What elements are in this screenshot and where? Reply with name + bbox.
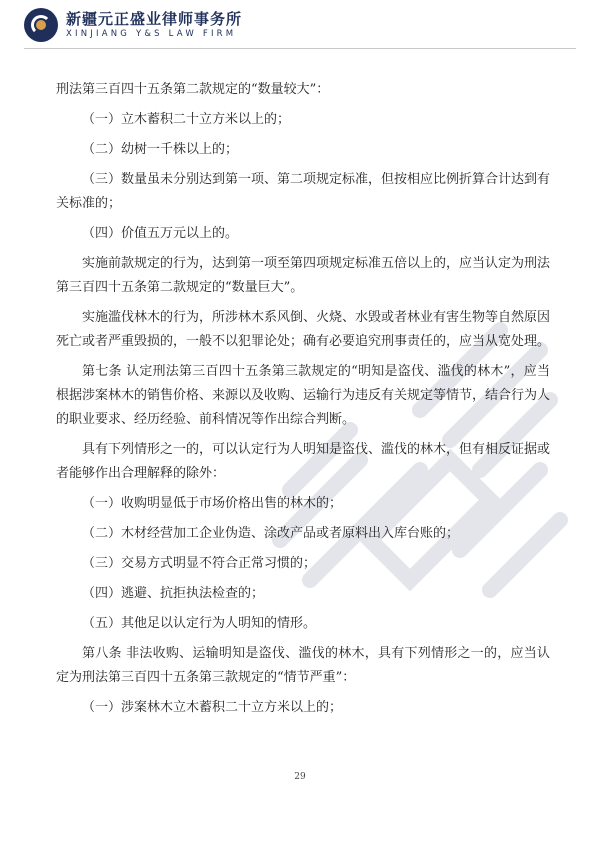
paragraph: 实施滥伐林木的行为，所涉林木系风倒、火烧、水毁或者林业有害生物等自然原因死亡或者严重毁损的，一般不以犯罪论处；确有必要追究刑事责任的，应当从宽处理。: [56, 310, 551, 349]
paragraph: （五）其他足以认定行为人明知的情形。: [82, 616, 317, 631]
paragraph: （二）幼树一千株以上的；: [82, 142, 239, 157]
paragraph: （四）价值五万元以上的。: [82, 226, 239, 241]
paragraph: （四）逃避、抗拒执法检查的；: [82, 586, 265, 601]
paragraph: 第七条 认定刑法第三百四十五条第三款规定的“明知是盗伐、滥伐的林木”，应当根据涉案林木的销售价格、来源以及收购、运输行为违反有关规定等情节，结合行为人的职业要求、经历经验、前科情况等作出综合判断。: [56, 364, 551, 427]
paragraph: 具有下列情形之一的，可以认定行为人明知是盗伐、滥伐的林木，但有相反证据或者能够作出合理解释的除外：: [56, 442, 551, 481]
firm-name: [66, 11, 242, 39]
document-body: [56, 78, 550, 726]
paragraph: 实施前款规定的行为，达到第一项至第四项规定标准五倍以上的，应当认定为刑法第三百四十五条第二款规定的“数量巨大”。: [56, 256, 551, 295]
firm-name-en: XINJIANG Y&S LAW FIRM: [66, 28, 237, 39]
paragraph: （一）立木蓄积二十立方米以上的；: [82, 112, 291, 127]
paragraph: 刑法第三百四十五条第二款规定的“数量较大”：: [56, 82, 330, 97]
paragraph: （一）收购明显低于市场价格出售的林木的；: [82, 496, 343, 511]
page-number: 29: [294, 772, 306, 782]
paragraph: （三）交易方式明显不符合正常习惯的；: [82, 556, 317, 571]
paragraph: 第八条 非法收购、运输明知是盗伐、滥伐的林木，具有下列情形之一的，应当认定为刑法第三百四十五条第三款规定的“情节严重”：: [56, 646, 550, 685]
paragraph: （二）木材经营加工企业伪造、涂改产品或者原料出入库台账的；: [82, 526, 460, 541]
header-divider: [24, 48, 576, 49]
page-header: [24, 4, 242, 46]
firm-logo-icon: [24, 8, 58, 42]
paragraph: （一）涉案林木立木蓄积二十立方米以上的；: [82, 700, 343, 715]
paragraph: （三）数量虽未分别达到第一项、第二项规定标准，但按相应比例折算合计达到有关标准的；: [56, 172, 551, 211]
firm-name-cn: 新疆元正盛业律师事务所: [66, 10, 243, 29]
